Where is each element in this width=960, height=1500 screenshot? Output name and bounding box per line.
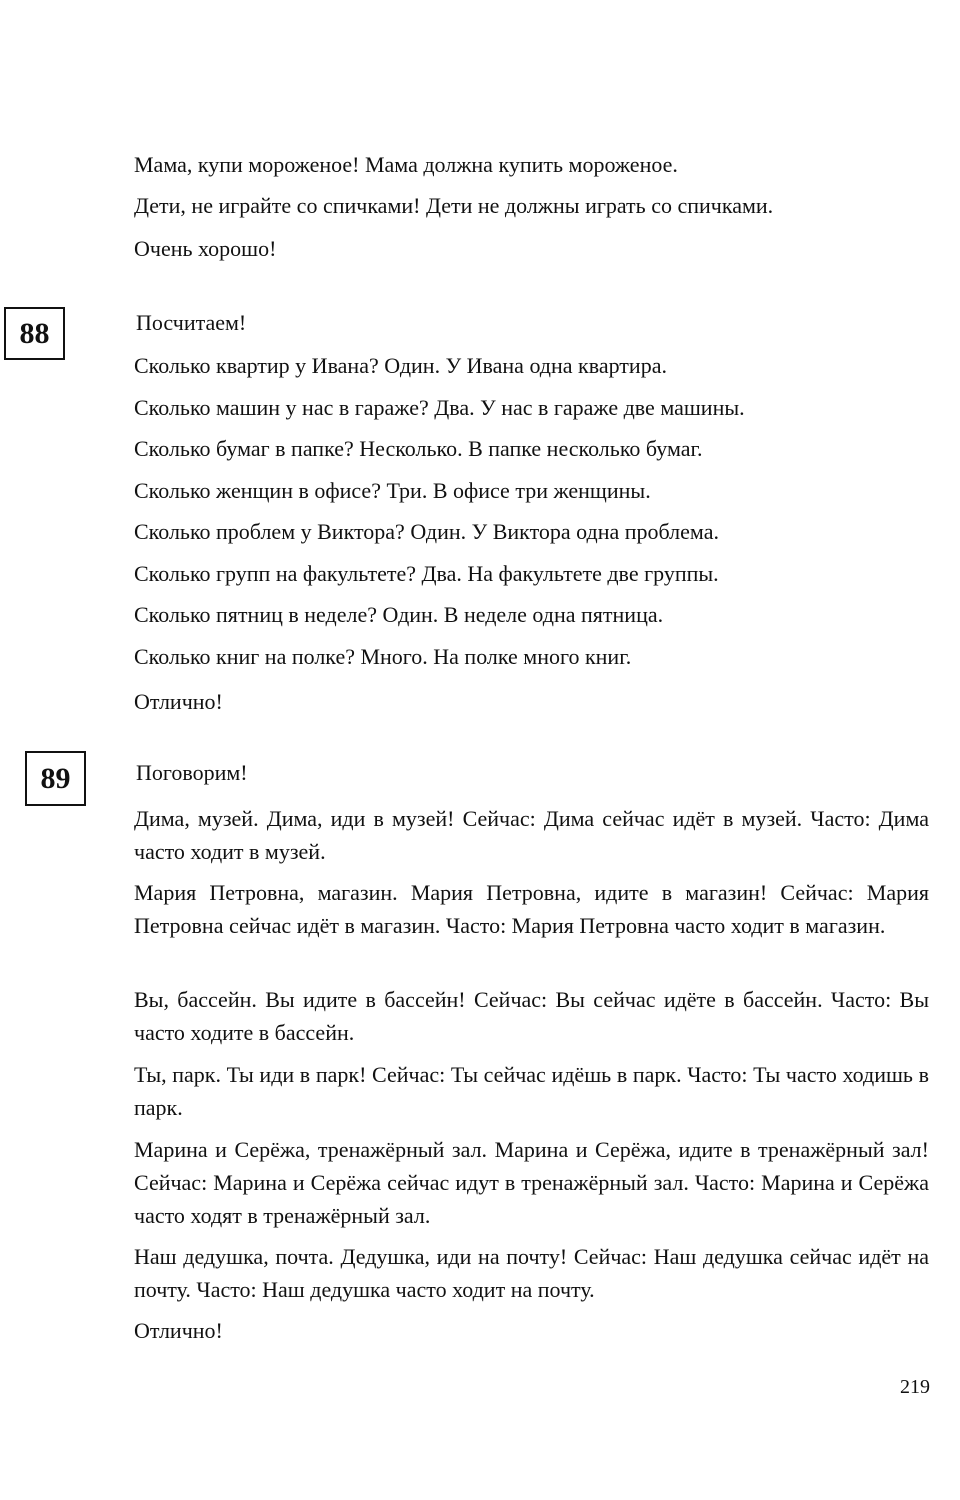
exercise-number-88: 88 (4, 307, 65, 360)
exercise-heading: Поговорим! (136, 760, 248, 785)
text-line: Сколько бумаг в папке? Несколько. В папке несколько бумаг. (134, 436, 703, 461)
text-line: Сколько машин у нас в гараже? Два. У нас в гараже две машины. (134, 395, 745, 420)
paragraph: Дима, музей. Дима, иди в музей! Сейчас: Дима сейчас идёт в музей. Часто: Дима часто ходит в музей. (134, 806, 929, 864)
exercise-heading: Посчитаем! (136, 310, 247, 335)
paragraph: Ты, парк. Ты иди в парк! Сейчас: Ты сейчас идёшь в парк. Часто: Ты часто ходишь в парк. (134, 1062, 929, 1120)
paragraph: Наш дедушка, почта. Дедушка, иди на почту! Сейчас: Наш дедушка сейчас идёт на почту. Часто: Наш дедушка часто ходит на почту. (134, 1244, 929, 1302)
text-line: Мама, купи мороженое! Мама должна купить мороженое. (134, 152, 678, 177)
text-line: Дети, не играйте со спичками! Дети не должны играть со спичками. (134, 193, 774, 218)
closing-text: Отлично! (134, 1318, 223, 1343)
paragraph: Вы, бассейн. Вы идите в бассейн! Сейчас: Вы сейчас идёте в бассейн. Часто: Вы часто ходите в бассейн. (134, 987, 929, 1045)
paragraph: Мария Петровна, магазин. Мария Петровна, идите в магазин! Сейчас: Мария Петровна сейчас идёт в магазин. Часто: Мария Петровна часто ходит в магазин. (134, 880, 929, 938)
text-line: Сколько групп на факультете? Два. На факультете две группы. (134, 561, 719, 586)
text-line: Сколько женщин в офисе? Три. В офисе три женщины. (134, 478, 651, 503)
text-line: Сколько проблем у Виктора? Один. У Виктора одна проблема. (134, 519, 719, 544)
text-line: Сколько квартир у Ивана? Один. У Ивана одна квартира. (134, 353, 667, 378)
text-line: Очень хорошо! (134, 236, 277, 261)
text-line: Сколько пятниц в неделе? Один. В неделе одна пятница. (134, 602, 664, 627)
exercise-number-89: 89 (25, 751, 86, 806)
closing-text: Отлично! (134, 689, 223, 714)
page-number: 219 (900, 1376, 930, 1398)
text-line: Сколько книг на полке? Много. На полке много книг. (134, 644, 632, 669)
paragraph: Марина и Серёжа, тренажёрный зал. Марина и Серёжа, идите в тренажёрный зал! Сейчас: Марина и Серёжа сейчас идут в тренажёрный зал. Часто: Марина и Серёжа часто ходят в тренажёрный зал. (134, 1137, 929, 1228)
